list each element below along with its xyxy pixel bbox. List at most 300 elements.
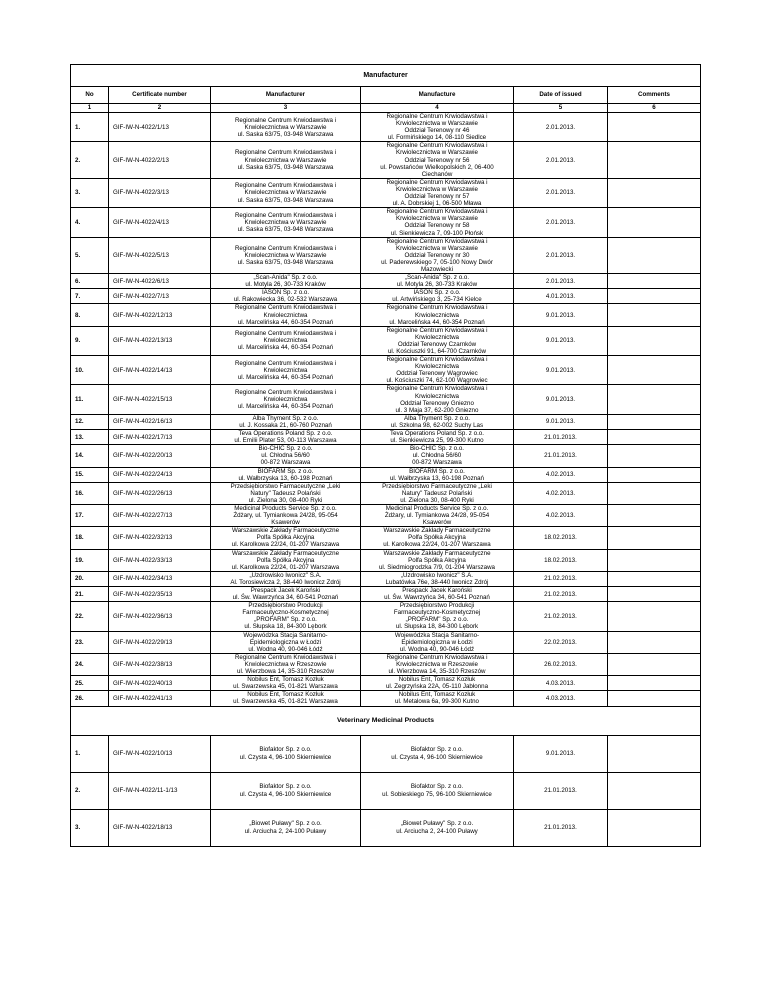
manufacturer-cell-line: Przedsiębiorstwo Farmaceutyczne „Leki	[230, 482, 341, 490]
certificate-number: GIF-IW-N-4022/14/13	[109, 356, 211, 385]
manufacture-site-cell-line: Oddział Terenowy nr 58	[404, 222, 470, 230]
manufacturer-cell	[211, 289, 361, 304]
header-manufacture: Manufacture	[361, 87, 514, 104]
manufacture-site-cell-line: ul. Czysta 4, 96-100 Skierniewice	[391, 753, 483, 761]
manufacture-site-cell-line: Mazowiecki	[421, 265, 453, 273]
column-number: 6	[608, 104, 701, 113]
comments-cell	[608, 304, 701, 326]
manufacture-site-cell-line: Regionalne Centrum Krwiodawstwa i	[386, 208, 488, 216]
row-number: 13.	[71, 430, 109, 445]
comments-cell	[608, 504, 701, 526]
row-number: 18.	[71, 527, 109, 549]
row-number: 14.	[71, 445, 109, 467]
veterinary-rows	[71, 735, 701, 846]
manufacturer-cell-line: Al. Torosiewicza 2, 38-440 Iwonicz Zdrój	[230, 578, 341, 586]
manufacturer-cell	[211, 527, 361, 549]
date-of-issue: 18.02.2013.	[514, 527, 608, 549]
manufacture-site-cell-line: Krwiolecznictwa w Warszawie	[396, 149, 478, 157]
certificate-number: GIF-IW-N-4022/5/13	[109, 237, 211, 273]
row-number: 10.	[71, 356, 109, 385]
date-of-issue: 2.01.2013.	[514, 142, 608, 178]
date-of-issue: 4.03.2013.	[514, 676, 608, 691]
manufacture-site-cell	[361, 414, 514, 429]
manufacture-site-cell	[361, 178, 514, 207]
manufacturer-cell-line: Regionalne Centrum Krwiodawstwa i	[234, 389, 337, 397]
manufacture-site-cell	[361, 504, 514, 526]
manufacture-site-cell	[361, 467, 514, 482]
table-row	[71, 274, 701, 289]
manufacture-site-cell-line: Biofaktor Sp. z o.o.	[410, 746, 464, 754]
manufacturer-cell-line: Regionalne Centrum Krwiodawstwa i	[234, 149, 337, 157]
date-of-issue: 21.01.2013.	[514, 430, 608, 445]
manufacturer-cell	[211, 631, 361, 653]
manufacturer-cell	[211, 237, 361, 273]
date-of-issue: 21.02.2013.	[514, 587, 608, 602]
manufacture-site-cell	[361, 289, 514, 304]
comments-cell	[608, 482, 701, 504]
date-of-issue: 4.03.2013.	[514, 691, 608, 706]
manufacture-site-cell-line: Lubatówka 76e, 38-440 Iwonicz Zdrój	[385, 578, 489, 586]
comments-cell	[608, 208, 701, 237]
row-number: 17.	[71, 504, 109, 526]
manufacturer-cell-line: ul. Czysta 4, 96-100 Skierniewice	[239, 790, 332, 798]
row-number: 4.	[71, 208, 109, 237]
manufacturer-cell-line: ul. Karolkowa 22/24, 01-207 Warszawa	[231, 541, 340, 549]
manufacture-site-cell-line: ul. Wodna 40, 90-046 Łódź	[399, 645, 475, 653]
manufacture-site-cell	[361, 809, 514, 846]
manufacturer-cell-line: IASON Sp. z o.o.	[261, 289, 310, 297]
manufacturer-cell-line: Polfa Spółka Akcyjna	[256, 556, 315, 564]
table-row	[71, 653, 701, 675]
manufacturer-cell-line: Krwiolecznictwa	[263, 337, 308, 345]
table-row	[71, 467, 701, 482]
manufacturer-cell-line: BIOFARM Sp. z o.o.	[257, 467, 314, 475]
row-number: 9.	[71, 326, 109, 355]
date-of-issue: 2.01.2013.	[514, 237, 608, 273]
certificate-number: GIF-IW-N-4022/26/13	[109, 482, 211, 504]
comments-cell	[608, 527, 701, 549]
comments-cell	[608, 356, 701, 385]
comments-cell	[608, 467, 701, 482]
table-row	[71, 676, 701, 691]
manufacture-site-cell	[361, 676, 514, 691]
certificate-number: GIF-IW-N-4022/38/13	[109, 653, 211, 675]
manufacturer-cell	[211, 602, 361, 631]
manufacturer-cell-line: Teva Operations Poland Sp. z o.o.	[238, 430, 333, 438]
certificate-number: GIF-IW-N-4022/35/13	[109, 587, 211, 602]
header-comments: Comments	[608, 87, 701, 104]
table-row	[71, 178, 701, 207]
manufacturer-cell-line: „Biowet Puławy" Sp. z o.o.	[249, 820, 322, 828]
comments-cell	[608, 289, 701, 304]
comments-cell	[608, 385, 701, 414]
column-number: 5	[514, 104, 608, 113]
manufacture-site-cell-line: Teva Operations Poland Sp. z o.o.	[390, 430, 484, 438]
table-row	[71, 289, 701, 304]
manufacturer-cell-line: Żdżary, ul. Tymiankowa 24/28, 95-054	[233, 512, 338, 520]
manufacturer-cell-line: Farmaceutyczno-Kosmetycznej	[242, 609, 329, 617]
manufacture-site-cell	[361, 274, 514, 289]
manufacture-site-cell	[361, 482, 514, 504]
date-of-issue: 2.01.2013.	[514, 274, 608, 289]
row-number: 1.	[71, 735, 109, 772]
row-number: 21.	[71, 587, 109, 602]
manufacture-site-cell-line: Krwiolecznictwa w Warszawie	[396, 244, 478, 252]
manufacture-site-cell-line: ul. Słupska 18, 84-300 Lębork	[395, 623, 479, 631]
comments-cell	[608, 237, 701, 273]
manufacture-site-cell-line: ul. Sienkiewicza 25, 99-300 Kutno	[390, 437, 484, 445]
manufacturer-cell-line: Regionalne Centrum Krwiodawstwa i	[234, 244, 337, 252]
manufacturer-cell-line: Prespack Jacek Karoński	[250, 587, 321, 594]
manufacture-site-cell-line: ul. Św. Wawrzyńca 34, 60-541 Poznań	[384, 594, 490, 602]
manufacture-site-cell	[361, 631, 514, 653]
manufacture-site-cell-line: ul. Zegrzyńska 22A, 05-110 Jabłonna	[385, 683, 489, 691]
manufacture-site-cell-line: Regionalne Centrum Krwiodawstwa i	[386, 304, 488, 312]
row-number: 8.	[71, 304, 109, 326]
manufacturer-cell-line: ul. Marcelińska 44, 60-354 Poznań	[237, 373, 334, 381]
manufacturer-cell	[211, 571, 361, 586]
manufacturer-cell-line: ul. Swarzewska 45, 01-821 Warszawa	[233, 698, 338, 706]
manufacture-site-cell-line: Bio-CHIC Sp. z o.o.	[410, 445, 464, 453]
manufacture-site-cell-line: Przedsiębiorstwo Farmaceutyczne „Leki	[382, 482, 492, 490]
date-of-issue: 9.01.2013.	[514, 414, 608, 429]
manufacture-site-cell-line: Nobilus Ent, Tomasz Kozłuk	[398, 691, 476, 699]
date-of-issue: 18.02.2013.	[514, 549, 608, 571]
manufacture-site-cell-line: ul. Arciucha 2, 24-100 Puławy	[396, 827, 478, 835]
manufacturer-cell-line: ul. Marcelińska 44, 60-354 Poznań	[237, 344, 334, 352]
certificate-number: GIF-IW-N-4022/29/13	[109, 631, 211, 653]
manufacture-site-cell-line: Krwiolecznictwa	[414, 392, 459, 400]
row-number: 7.	[71, 289, 109, 304]
comments-cell	[608, 772, 701, 809]
table-row	[71, 571, 701, 586]
certificate-number: GIF-IW-N-4022/32/13	[109, 527, 211, 549]
manufacturer-cell	[211, 482, 361, 504]
certificate-rows	[71, 113, 701, 707]
manufacture-site-cell-line: Prespack Jacek Karoński	[402, 587, 472, 594]
manufacturer-cell	[211, 142, 361, 178]
table-row	[71, 631, 701, 653]
date-of-issue: 9.01.2013.	[514, 385, 608, 414]
column-number: 2	[109, 104, 211, 113]
manufacturer-cell	[211, 676, 361, 691]
table-row	[71, 142, 701, 178]
manufacturer-cell-line: Krwiolecznictwa w Warszawie	[244, 218, 327, 226]
manufacture-site-cell-line: ul. Motyla 26, 30-733 Kraków	[396, 281, 478, 289]
manufacturer-cell	[211, 304, 361, 326]
manufacturer-cell-line: Regionalne Centrum Krwiodawstwa i	[234, 116, 337, 124]
manufacturer-cell-line: Krwiolecznictwa w Warszawie	[244, 251, 327, 259]
manufacture-site-cell	[361, 691, 514, 706]
manufacture-site-cell-line: Ciechanów	[421, 170, 453, 178]
table-row	[71, 772, 701, 809]
manufacture-site-cell-line: Wojewódzka Stacja Sanitarno-	[394, 631, 480, 639]
comments-cell	[608, 326, 701, 355]
comments-cell	[608, 142, 701, 178]
certificate-number: GIF-IW-N-4022/20/13	[109, 445, 211, 467]
date-of-issue: 9.01.2013.	[514, 304, 608, 326]
date-of-issue: 4.02.2013.	[514, 504, 608, 526]
manufacture-site-cell	[361, 208, 514, 237]
table-row	[71, 385, 701, 414]
manufacture-site-cell-line: Regionalne Centrum Krwiodawstwa i	[386, 237, 488, 245]
certificate-number: GIF-IW-N-4022/18/13	[109, 809, 211, 846]
comments-cell	[608, 809, 701, 846]
manufacture-site-cell-line: ul. Paderewskiego 7, 05-100 Nowy Dwór	[381, 258, 493, 266]
manufacturer-cell-line: Krwiolecznictwa	[263, 366, 308, 374]
manufacturer-cell	[211, 430, 361, 445]
manufacturer-cell-line: Warszawskie Zakłady Farmaceutyczne	[231, 527, 340, 535]
manufacturer-cell-line: Warszawskie Zakłady Farmaceutyczne	[231, 549, 340, 557]
manufacturer-cell-line: „Scan-Anida" Sp. z o.o.	[253, 274, 318, 282]
table-row	[71, 691, 701, 706]
manufacture-site-cell-line: Warszawskie Zakłady Farmaceutyczne	[383, 527, 491, 535]
manufacture-site-cell-line: BIOFARM Sp. z o.o.	[409, 467, 465, 475]
manufacture-site-cell	[361, 445, 514, 467]
manufacture-site-cell-line: ul. Szkolna 98, 62-002 Suchy Las	[390, 421, 484, 429]
manufacture-site-cell-line: ul. Kościuszki 91, 64-700 Czarnków	[387, 348, 486, 355]
manufacture-site-cell	[361, 326, 514, 355]
certificate-number: GIF-IW-N-4022/33/13	[109, 549, 211, 571]
manufacture-site-cell	[361, 237, 514, 273]
header-no: No	[71, 87, 109, 104]
manufacturer-cell-line: ul. Wałbrzyska 13, 60-198 Poznań	[238, 474, 333, 482]
manufacture-site-cell-line: IASON Sp. z o.o.	[413, 289, 461, 297]
manufacture-site-cell-line: ul. Siedmiogrodzka 7/9, 01-204 Warszawa	[378, 563, 495, 571]
row-number: 23.	[71, 631, 109, 653]
manufacturer-cell-line: Krwiolecznictwa w Rzeszowie	[244, 660, 327, 668]
manufacture-site-cell-line: Regionalne Centrum Krwiodawstwa i	[386, 142, 488, 150]
manufacturer-cell	[211, 467, 361, 482]
date-of-issue: 9.01.2013.	[514, 326, 608, 355]
manufacture-site-cell-line: Krwiolecznictwa	[414, 333, 459, 341]
manufacturer-cell	[211, 445, 361, 467]
manufacture-site-cell-line: Oddział Terenowy nr 30	[404, 251, 470, 259]
manufacture-site-cell-line: „Scan-Anida" Sp. z o.o.	[404, 274, 470, 282]
manufacture-site-cell-line: ul. 3 Maja 37, 62-200 Gniezno	[395, 406, 479, 414]
manufacture-site-cell-line: Krwiolecznictwa	[414, 363, 459, 371]
manufacture-site-cell-line: ul. Karolkowa 22/24, 01-207 Warszawa	[383, 541, 491, 549]
manufacturer-cell-line: „Uzdrowisko Iwonicz" S.A.	[249, 571, 322, 579]
manufacture-site-cell	[361, 356, 514, 385]
manufacturer-cell-line: Regionalne Centrum Krwiodawstwa i	[234, 653, 337, 661]
manufacture-site-cell-line: Krwiolecznictwa	[414, 311, 459, 319]
row-number: 3.	[71, 809, 109, 846]
date-of-issue: 4.02.2013.	[514, 482, 608, 504]
manufacturer-cell-line: ul. Saska 63/75, 03-948 Warszawa	[237, 163, 334, 171]
manufacture-site-cell-line: ul. Chłodna 56/60	[412, 452, 462, 460]
manufacture-site-cell	[361, 549, 514, 571]
manufacturer-cell-line: Krwiolecznictwa w Warszawie	[244, 156, 327, 164]
row-number: 26.	[71, 691, 109, 706]
manufacture-site-cell-line: Nobilus Ent, Tomasz Kozłuk	[398, 676, 476, 684]
manufacture-site-cell-line: Krwiolecznictwa w Warszawie	[396, 215, 478, 223]
manufacturer-cell-line: ul. Saska 63/75, 03-948 Warszawa	[237, 130, 334, 138]
manufacture-site-cell-line: „PROFARM" Sp. z o.o.	[405, 616, 469, 624]
manufacturer-cell-line: Krwiolecznictwa w Warszawie	[244, 189, 327, 197]
manufacturer-cell-line: ul. Marcelińska 44, 60-354 Poznań	[237, 318, 334, 326]
certificate-number: GIF-IW-N-4022/40/13	[109, 676, 211, 691]
manufacturer-cell-line: ul. Arciucha 2, 24-100 Puławy	[244, 827, 327, 835]
manufacture-site-cell-line: Regionalne Centrum Krwiodawstwa i	[386, 356, 488, 364]
manufacturer-cell-line: ul. Chłodna 56/60	[261, 452, 310, 460]
manufacturer-cell	[211, 735, 361, 772]
table-title: Manufacturer	[71, 65, 701, 87]
comments-cell	[608, 602, 701, 631]
row-number: 22.	[71, 602, 109, 631]
table-row	[71, 237, 701, 273]
date-of-issue: 2.01.2013.	[514, 208, 608, 237]
certificate-number: GIF-IW-N-4022/16/13	[109, 414, 211, 429]
manufacture-site-cell-line: ul. Marcelińska 44, 60-354 Poznań	[389, 318, 485, 326]
manufacturer-cell-line: Regionalne Centrum Krwiodawstwa i	[234, 211, 337, 219]
manufacture-site-cell-line: ul. Powstańców Wielkopolskich 2, 06-400	[380, 163, 494, 171]
manufacture-site-cell-line: Przedsiębiorstwo Produkcji	[399, 602, 475, 610]
comments-cell	[608, 178, 701, 207]
certificate-number: GIF-IW-N-4022/17/13	[109, 430, 211, 445]
manufacture-site-cell-line: ul. Metalowa 6a, 99-300 Kutno	[395, 698, 479, 706]
table-row	[71, 527, 701, 549]
manufacture-site-cell-line: Oddział Terenowy Gniezno	[400, 399, 474, 407]
certificate-number: GIF-IW-N-4022/1/13	[109, 113, 211, 142]
certificate-number: GIF-IW-N-4022/7/13	[109, 289, 211, 304]
row-number: 25.	[71, 676, 109, 691]
manufacture-site-cell	[361, 587, 514, 602]
manufacturer-cell-line: ul. Motyla 26, 30-733 Kraków	[245, 281, 326, 289]
manufacture-site-cell-line: „Biowet Puławy" Sp. z o.o.	[400, 820, 474, 828]
manufacturer-cell	[211, 208, 361, 237]
manufacture-site-cell-line: Regionalne Centrum Krwiodawstwa i	[386, 385, 488, 393]
certificate-number: GIF-IW-N-4022/3/13	[109, 178, 211, 207]
date-of-issue: 2.01.2013.	[514, 178, 608, 207]
table-row	[71, 414, 701, 429]
certificate-number: GIF-IW-N-4022/27/13	[109, 504, 211, 526]
manufacture-site-cell	[361, 772, 514, 809]
column-number: 3	[211, 104, 361, 113]
date-of-issue: 22.02.2013.	[514, 631, 608, 653]
manufacture-site-cell-line: ul. Wałbrzyska 13, 60-198 Poznań	[389, 474, 484, 482]
manufacture-site-cell-line: Polfa Spółka Akcyjna	[408, 556, 466, 564]
manufacturer-cell	[211, 549, 361, 571]
manufacturer-cell-line: Przedsiębiorstwo Produkcji	[248, 602, 323, 610]
manufacture-site-cell-line: Oddział Terenowy nr 46	[404, 127, 470, 135]
manufacturer-cell-line: 00-872 Warszawa	[260, 459, 311, 467]
comments-cell	[608, 571, 701, 586]
manufacturer-cell-line: ul. Rakowiecka 36, 02-532 Warszawa	[233, 296, 338, 304]
column-number: 4	[361, 104, 514, 113]
manufacture-site-cell-line: ul. Kościuszki 74, 62-100 Wągrowiec	[386, 377, 488, 385]
comments-cell	[608, 549, 701, 571]
manufacture-site-cell-line: Medicinal Products Service Sp. z o.o.	[385, 504, 489, 512]
date-of-issue: 21.01.2013.	[514, 445, 608, 467]
row-number: 16.	[71, 482, 109, 504]
table-row	[71, 809, 701, 846]
manufacturer-cell-line: Biofaktor Sp. z o.o.	[259, 783, 312, 791]
comments-cell	[608, 414, 701, 429]
manufacturer-cell-line: Bio-CHIC Sp. z o.o.	[258, 445, 313, 453]
manufacturer-cell-line: „PROFARM" Sp. z o.o.	[254, 616, 317, 624]
table-row	[71, 602, 701, 631]
manufacturer-cell-line: ul. Emilii Plater 53, 00-113 Warszawa	[234, 437, 337, 445]
manufacturer-cell-line: ul. Zielona 30, 08-400 Ryki	[248, 496, 323, 504]
date-of-issue: 21.01.2013.	[514, 809, 608, 846]
manufacturer-cell-line: Regionalne Centrum Krwiodawstwa i	[234, 304, 337, 312]
certificate-number: GIF-IW-N-4022/41/13	[109, 691, 211, 706]
manufacturer-cell-line: Biofaktor Sp. z o.o.	[259, 746, 312, 754]
manufacturer-cell-line: ul. Swarzewska 45, 01-821 Warszawa	[233, 683, 338, 691]
manufacturer-cell	[211, 772, 361, 809]
table-row	[71, 445, 701, 467]
manufacture-site-cell-line: ul. A. Dobrskiej 1, 06-500 Mława	[392, 200, 482, 208]
manufacturer-cell-line: Nobilus Ent, Tomasz Kozłuk	[247, 676, 324, 684]
manufacturer-cell-line: ul. J. Kossaka 21, 60-760 Poznań	[239, 421, 332, 429]
manufacture-site-cell-line: Farmaceutyczno-Kosmetycznej	[393, 609, 481, 617]
manufacturer-cell	[211, 504, 361, 526]
row-number: 6.	[71, 274, 109, 289]
row-number: 2.	[71, 142, 109, 178]
comments-cell	[608, 691, 701, 706]
date-of-issue: 21.01.2013.	[514, 772, 608, 809]
manufacture-site-cell-line: „Uzdrowisko Iwonicz" S.A.	[401, 571, 473, 579]
table-row	[71, 587, 701, 602]
manufacturer-cell-line: Ksawerów	[271, 519, 300, 527]
manufacture-site-cell	[361, 735, 514, 772]
manufacture-site-cell-line: Regionalne Centrum Krwiodawstwa i	[386, 113, 488, 120]
manufacture-site-cell-line: ul. Wierzbowa 14, 35-310 Rzeszów	[388, 668, 486, 676]
date-of-issue: 4.01.2013.	[514, 289, 608, 304]
comments-cell	[608, 676, 701, 691]
manufacturer-cell	[211, 356, 361, 385]
manufacturer-cell	[211, 326, 361, 355]
row-number: 24.	[71, 653, 109, 675]
manufacturer-cell-line: Alba Thyment Sp. z o.o.	[252, 414, 319, 422]
comments-cell	[608, 587, 701, 602]
manufacture-site-cell-line: Epidemiologiczna w Łodzi	[401, 638, 473, 646]
manufacturer-cell-line: ul. Słupska 18, 84-300 Lębork	[244, 623, 327, 631]
manufacturer-cell	[211, 809, 361, 846]
manufacture-site-cell-line: Ksawerów	[422, 519, 452, 527]
manufacture-site-cell-line: ul. Sienkiewicza 7, 09-100 Płońsk	[390, 229, 484, 237]
manufacturer-cell-line: ul. Saska 63/75, 03-948 Warszawa	[237, 196, 334, 204]
manufacturer-cell-line: Natury" Tadeusz Polański	[250, 489, 321, 497]
comments-cell	[608, 445, 701, 467]
manufacture-site-cell	[361, 113, 514, 142]
manufacturer-cell-line: Polfa Spółka Akcyjna	[256, 534, 315, 542]
date-of-issue: 26.02.2013.	[514, 653, 608, 675]
manufacture-site-cell-line: Żdżary, ul. Tymiankowa 24/28, 95-054	[384, 512, 490, 520]
certificate-number: GIF-IW-N-4022/24/13	[109, 467, 211, 482]
comments-cell	[608, 735, 701, 772]
date-of-issue: 9.01.2013.	[514, 735, 608, 772]
date-of-issue: 21.02.2013.	[514, 571, 608, 586]
manufacture-site-cell-line: ul. Zielona 30, 08-400 Ryki	[400, 496, 474, 504]
header-manufacturer: Manufacturer	[211, 87, 361, 104]
manufacturer-cell-line: ul. Karolkowa 22/24, 01-207 Warszawa	[231, 563, 340, 571]
table-row	[71, 326, 701, 355]
table-row	[71, 304, 701, 326]
manufacturer-cell-line: Krwiolecznictwa	[263, 311, 308, 319]
manufacture-site-cell-line: Oddział Terenowy Wągrowiec	[396, 370, 478, 378]
manufacturer-cell-line: ul. Wodna 40, 90-046 Łódź	[248, 645, 323, 653]
manufacture-site-cell	[361, 304, 514, 326]
manufacture-site-cell-line: Regionalne Centrum Krwiodawstwa i	[386, 653, 488, 661]
date-of-issue: 2.01.2013.	[514, 113, 608, 142]
certificate-number: GIF-IW-N-4022/15/13	[109, 385, 211, 414]
certificate-number: GIF-IW-N-4022/10/13	[109, 735, 211, 772]
row-number: 19.	[71, 549, 109, 571]
manufacturer-cell	[211, 113, 361, 142]
row-number: 2.	[71, 772, 109, 809]
